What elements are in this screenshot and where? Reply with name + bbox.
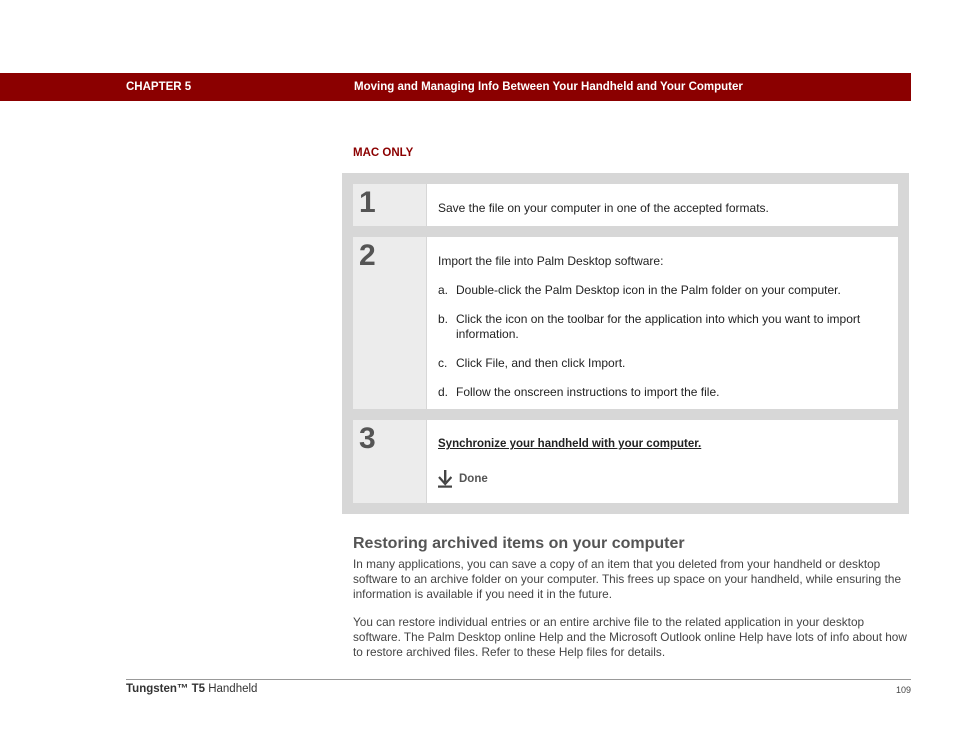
footer-product (126, 683, 257, 695)
product-name: Tungsten™ T5 (126, 683, 206, 695)
chapter-label: CHAPTER 5 (126, 81, 192, 93)
synchronize-link[interactable]: Synchronize your handheld with your computer. (438, 438, 702, 450)
section-label: MAC ONLY (353, 147, 414, 159)
paragraph: In many applications, you can save a copy of an item that you deleted from your handheld or desktop software to an archive folder on your computer. This frees up space on your handheld, while ensuring the information is available if you need it in the future. (353, 557, 902, 601)
step-1 (353, 184, 898, 226)
down-arrow-icon (438, 470, 452, 488)
step-2 (353, 237, 898, 409)
step-3 (353, 420, 898, 503)
paragraph: You can restore individual entries or an entire archive file to the related application in your desktop software. The Palm Desktop online Help and the Microsoft Outlook online Help have lots of info about how to restore archived files. Refer to these Help files for details. (353, 615, 907, 659)
step-text: Save the file on your computer in one of the accepted formats. (438, 201, 769, 215)
step-number: 1 (353, 184, 426, 226)
section-heading: Restoring archived items on your computer (353, 535, 685, 552)
list-item-text: Follow the onscreen instructions to import the file. (456, 385, 720, 399)
list-marker: b. (438, 312, 449, 326)
list-item-text: Double-click the Palm Desktop icon in the Palm folder on your computer. (456, 283, 841, 297)
step-content (427, 184, 898, 226)
page-number: 109 (895, 685, 911, 695)
list-item-text: Click the icon on the toolbar for the application into which you want to import information. (456, 312, 861, 341)
chapter-header-bar (0, 73, 911, 101)
done-label: Done (459, 473, 488, 485)
footer-divider (126, 679, 911, 680)
product-suffix: Handheld (205, 683, 258, 695)
step-intro: Import the file into Palm Desktop software: (438, 254, 664, 268)
list-marker: d. (438, 385, 449, 399)
list-marker: a. (438, 283, 449, 297)
step-number: 3 (353, 420, 426, 503)
chapter-title: Moving and Managing Info Between Your Handheld and Your Computer (354, 81, 743, 93)
list-marker: c. (438, 356, 448, 370)
step-content (427, 237, 898, 409)
steps-box (342, 173, 909, 514)
step-number: 2 (353, 237, 426, 409)
step-content (427, 420, 898, 503)
list-item-text: Click File, and then click Import. (456, 356, 626, 370)
